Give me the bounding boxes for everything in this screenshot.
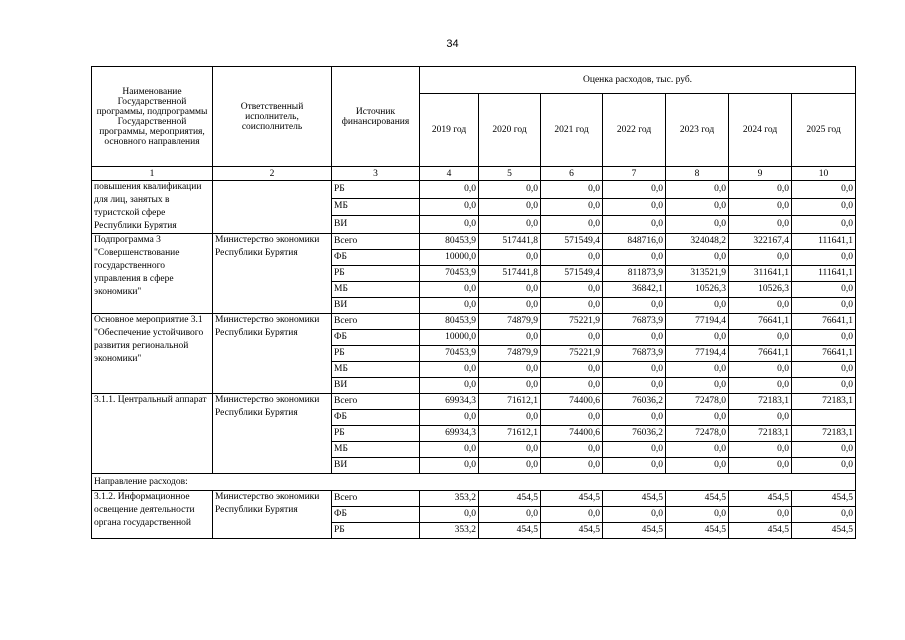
cost-value: 70453,9 [420, 266, 479, 282]
cost-value: 0,0 [479, 442, 541, 458]
cost-value: 571549,4 [541, 266, 603, 282]
cost-value: 454,5 [479, 491, 541, 507]
header-year: 2021 год [541, 94, 603, 167]
funding-source: МБ [332, 198, 420, 216]
cost-value: 69934,3 [420, 426, 479, 442]
funding-source: РБ [332, 181, 420, 199]
cost-value: 0,0 [792, 250, 856, 266]
table-row [92, 491, 856, 507]
cost-value: 0,0 [666, 507, 729, 523]
cost-value: 69934,3 [420, 394, 479, 410]
cost-value: 0,0 [420, 282, 479, 298]
cost-value: 517441,8 [479, 234, 541, 250]
cost-value: 0,0 [666, 362, 729, 378]
responsible-executor [213, 181, 332, 234]
cost-value: 454,5 [541, 523, 603, 539]
column-number: 10 [792, 167, 856, 181]
cost-value: 0,0 [420, 362, 479, 378]
table-row [92, 314, 856, 330]
cost-value: 0,0 [479, 507, 541, 523]
cost-value: 76641,1 [729, 314, 792, 330]
responsible-executor: Министерство экономики Республики Бурятия [213, 491, 332, 539]
funding-source: Всего [332, 314, 420, 330]
cost-value: 0,0 [666, 298, 729, 314]
cost-value: 76036,2 [603, 426, 666, 442]
cost-value: 10526,3 [729, 282, 792, 298]
cost-value: 454,5 [792, 523, 856, 539]
cost-value: 0,0 [666, 181, 729, 199]
cost-value: 454,5 [729, 523, 792, 539]
cost-value: 0,0 [420, 298, 479, 314]
funding-source: ВИ [332, 298, 420, 314]
cost-value: 75221,9 [541, 314, 603, 330]
cost-value: 0,0 [479, 330, 541, 346]
column-number: 1 [92, 167, 213, 181]
cost-value: 0,0 [541, 298, 603, 314]
header-cost-estimate: Оценка расходов, тыс. руб. [420, 67, 856, 94]
cost-value: 77194,4 [666, 346, 729, 362]
column-number: 9 [729, 167, 792, 181]
cost-value: 454,5 [729, 491, 792, 507]
cost-value: 76641,1 [729, 346, 792, 362]
cost-value: 0,0 [666, 198, 729, 216]
header-year: 2025 год [792, 94, 856, 167]
cost-value: 0,0 [420, 458, 479, 474]
cost-value: 0,0 [792, 198, 856, 216]
funding-source: РБ [332, 346, 420, 362]
cost-value: 0,0 [603, 216, 666, 234]
cost-value: 0,0 [729, 362, 792, 378]
cost-value: 0,0 [479, 362, 541, 378]
cost-value: 0,0 [479, 298, 541, 314]
funding-source: ВИ [332, 458, 420, 474]
cost-value: 0,0 [792, 330, 856, 346]
cost-value: 571549,4 [541, 234, 603, 250]
cost-value: 454,5 [479, 523, 541, 539]
cost-value: 0,0 [729, 198, 792, 216]
cost-value: 0,0 [541, 282, 603, 298]
cost-value: 848716,0 [603, 234, 666, 250]
funding-source: Всего [332, 234, 420, 250]
cost-value: 72183,1 [792, 426, 856, 442]
cost-value: 0,0 [792, 181, 856, 199]
cost-value: 76873,9 [603, 314, 666, 330]
cost-value: 311641,1 [729, 266, 792, 282]
cost-value: 454,5 [792, 491, 856, 507]
cost-value: 0,0 [420, 378, 479, 394]
header-responsible: Ответственный исполнитель, соисполнитель [213, 67, 332, 167]
cost-value: 0,0 [729, 378, 792, 394]
cost-value: 0,0 [792, 458, 856, 474]
cost-value: 0,0 [603, 378, 666, 394]
funding-source: МБ [332, 442, 420, 458]
column-number: 7 [603, 167, 666, 181]
cost-value: 322167,4 [729, 234, 792, 250]
cost-value: 0,0 [479, 216, 541, 234]
cost-value: 71612,1 [479, 426, 541, 442]
funding-source: МБ [332, 282, 420, 298]
cost-value: 0,0 [479, 198, 541, 216]
cost-value: 0,0 [729, 458, 792, 474]
funding-source: ФБ [332, 330, 420, 346]
funding-source: РБ [332, 426, 420, 442]
cost-value: 0,0 [541, 250, 603, 266]
cost-value: 0,0 [666, 250, 729, 266]
cost-value [792, 410, 856, 426]
cost-value: 811873,9 [603, 266, 666, 282]
cost-value: 454,5 [603, 523, 666, 539]
cost-value: 0,0 [603, 198, 666, 216]
column-number: 3 [332, 167, 420, 181]
cost-value: 0,0 [479, 378, 541, 394]
cost-value: 0,0 [541, 442, 603, 458]
cost-value: 0,0 [792, 298, 856, 314]
cost-value: 0,0 [603, 507, 666, 523]
cost-value: 0,0 [792, 216, 856, 234]
cost-value: 0,0 [603, 298, 666, 314]
cost-value: 76036,2 [603, 394, 666, 410]
cost-value: 0,0 [666, 442, 729, 458]
cost-value: 0,0 [603, 181, 666, 199]
table-row [92, 394, 856, 410]
funding-source: МБ [332, 362, 420, 378]
cost-value: 0,0 [420, 181, 479, 199]
cost-value: 454,5 [541, 491, 603, 507]
cost-value: 72183,1 [729, 426, 792, 442]
cost-value: 0,0 [479, 282, 541, 298]
cost-value: 0,0 [603, 250, 666, 266]
cost-value: 517441,8 [479, 266, 541, 282]
cost-value: 0,0 [729, 250, 792, 266]
header-year: 2024 год [729, 94, 792, 167]
program-name: Подпрограмма 3 "Совершенствование государственного управления в сфере экономики" [92, 234, 213, 314]
cost-value: 0,0 [603, 458, 666, 474]
cost-value: 0,0 [541, 378, 603, 394]
cost-value: 0,0 [479, 181, 541, 199]
cost-value: 0,0 [792, 362, 856, 378]
cost-value: 0,0 [603, 410, 666, 426]
cost-value: 74879,9 [479, 346, 541, 362]
header-year: 2023 год [666, 94, 729, 167]
cost-value: 0,0 [420, 198, 479, 216]
funding-source: Всего [332, 491, 420, 507]
cost-value: 0,0 [729, 216, 792, 234]
cost-value: 0,0 [420, 442, 479, 458]
cost-value: 0,0 [666, 458, 729, 474]
cost-value: 72183,1 [729, 394, 792, 410]
direction-label: Направление расходов: [92, 474, 856, 491]
header-name: Наименование Государственной программы, подпрограммы Государственной программы, мероприятия, основного направления [92, 67, 213, 167]
cost-value: 0,0 [479, 250, 541, 266]
cost-value: 0,0 [541, 330, 603, 346]
cost-value: 0,0 [541, 198, 603, 216]
funding-source: ВИ [332, 378, 420, 394]
cost-value: 10526,3 [666, 282, 729, 298]
cost-value: 454,5 [666, 523, 729, 539]
cost-value: 0,0 [479, 458, 541, 474]
program-name: Основное мероприятие 3.1 "Обеспечение устойчивого развития региональной экономики" [92, 314, 213, 394]
cost-value: 353,2 [420, 523, 479, 539]
cost-value: 75221,9 [541, 346, 603, 362]
cost-value: 0,0 [420, 216, 479, 234]
cost-value: 76641,1 [792, 346, 856, 362]
cost-value: 80453,9 [420, 314, 479, 330]
table-row [92, 181, 856, 199]
cost-value: 74400,6 [541, 394, 603, 410]
page-number: 34 [446, 38, 459, 50]
cost-value: 0,0 [603, 330, 666, 346]
cost-value: 0,0 [729, 298, 792, 314]
cost-value: 10000,0 [420, 330, 479, 346]
column-number: 8 [666, 167, 729, 181]
cost-value: 111641,1 [792, 234, 856, 250]
cost-value: 36842,1 [603, 282, 666, 298]
funding-source: ФБ [332, 250, 420, 266]
cost-value: 0,0 [420, 410, 479, 426]
cost-value: 0,0 [729, 507, 792, 523]
responsible-executor: Министерство экономики Республики Бурятия [213, 234, 332, 314]
cost-value: 0,0 [729, 181, 792, 199]
column-number: 2 [213, 167, 332, 181]
column-number: 6 [541, 167, 603, 181]
responsible-executor: Министерство экономики Республики Бурятия [213, 394, 332, 474]
cost-value: 0,0 [666, 216, 729, 234]
cost-value: 0,0 [541, 181, 603, 199]
program-name: 3.1.1. Центральный аппарат [92, 394, 213, 474]
cost-value: 76641,1 [792, 314, 856, 330]
cost-value: 324048,2 [666, 234, 729, 250]
program-name: 3.1.2. Информационное освещение деятельности органа государственной [92, 491, 213, 539]
cost-value: 0,0 [729, 442, 792, 458]
cost-value: 0,0 [792, 378, 856, 394]
cost-value: 0,0 [541, 216, 603, 234]
cost-value: 74400,6 [541, 426, 603, 442]
header-year: 2020 год [479, 94, 541, 167]
cost-value: 0,0 [541, 362, 603, 378]
cost-value: 0,0 [729, 330, 792, 346]
cost-value: 72478,0 [666, 426, 729, 442]
program-name: повышения квалификации для лиц, занятых в туристской сфере Республики Бурятия [92, 181, 213, 234]
cost-value: 70453,9 [420, 346, 479, 362]
funding-source: ВИ [332, 216, 420, 234]
funding-source: РБ [332, 266, 420, 282]
funding-source: ФБ [332, 410, 420, 426]
header-year: 2019 год [420, 94, 479, 167]
cost-value: 0,0 [603, 362, 666, 378]
cost-value: 0,0 [666, 378, 729, 394]
cost-value: 0,0 [792, 282, 856, 298]
cost-value: 72183,1 [792, 394, 856, 410]
cost-value: 72478,0 [666, 394, 729, 410]
header-source: Источник финансирования [332, 67, 420, 167]
cost-value: 111641,1 [792, 266, 856, 282]
cost-value: 454,5 [603, 491, 666, 507]
cost-value: 0,0 [541, 410, 603, 426]
cost-value: 0,0 [603, 442, 666, 458]
cost-value: 74879,9 [479, 314, 541, 330]
cost-value: 0,0 [792, 507, 856, 523]
header-year: 2022 год [603, 94, 666, 167]
cost-value: 0,0 [666, 410, 729, 426]
cost-value: 0,0 [541, 458, 603, 474]
cost-value: 0,0 [792, 442, 856, 458]
budget-table [91, 66, 856, 539]
funding-source: Всего [332, 394, 420, 410]
table-row [92, 234, 856, 250]
responsible-executor: Министерство экономики Республики Бурятия [213, 314, 332, 394]
cost-value: 454,5 [666, 491, 729, 507]
cost-value: 76873,9 [603, 346, 666, 362]
funding-source: ФБ [332, 507, 420, 523]
cost-value: 0,0 [479, 410, 541, 426]
column-number: 4 [420, 167, 479, 181]
cost-value: 313521,9 [666, 266, 729, 282]
cost-value: 0,0 [541, 507, 603, 523]
cost-value: 10000,0 [420, 250, 479, 266]
cost-value: 0,0 [729, 410, 792, 426]
cost-value: 71612,1 [479, 394, 541, 410]
funding-source: РБ [332, 523, 420, 539]
cost-value: 77194,4 [666, 314, 729, 330]
cost-value: 0,0 [420, 507, 479, 523]
cost-value: 353,2 [420, 491, 479, 507]
cost-value: 0,0 [666, 330, 729, 346]
cost-value: 80453,9 [420, 234, 479, 250]
column-number: 5 [479, 167, 541, 181]
